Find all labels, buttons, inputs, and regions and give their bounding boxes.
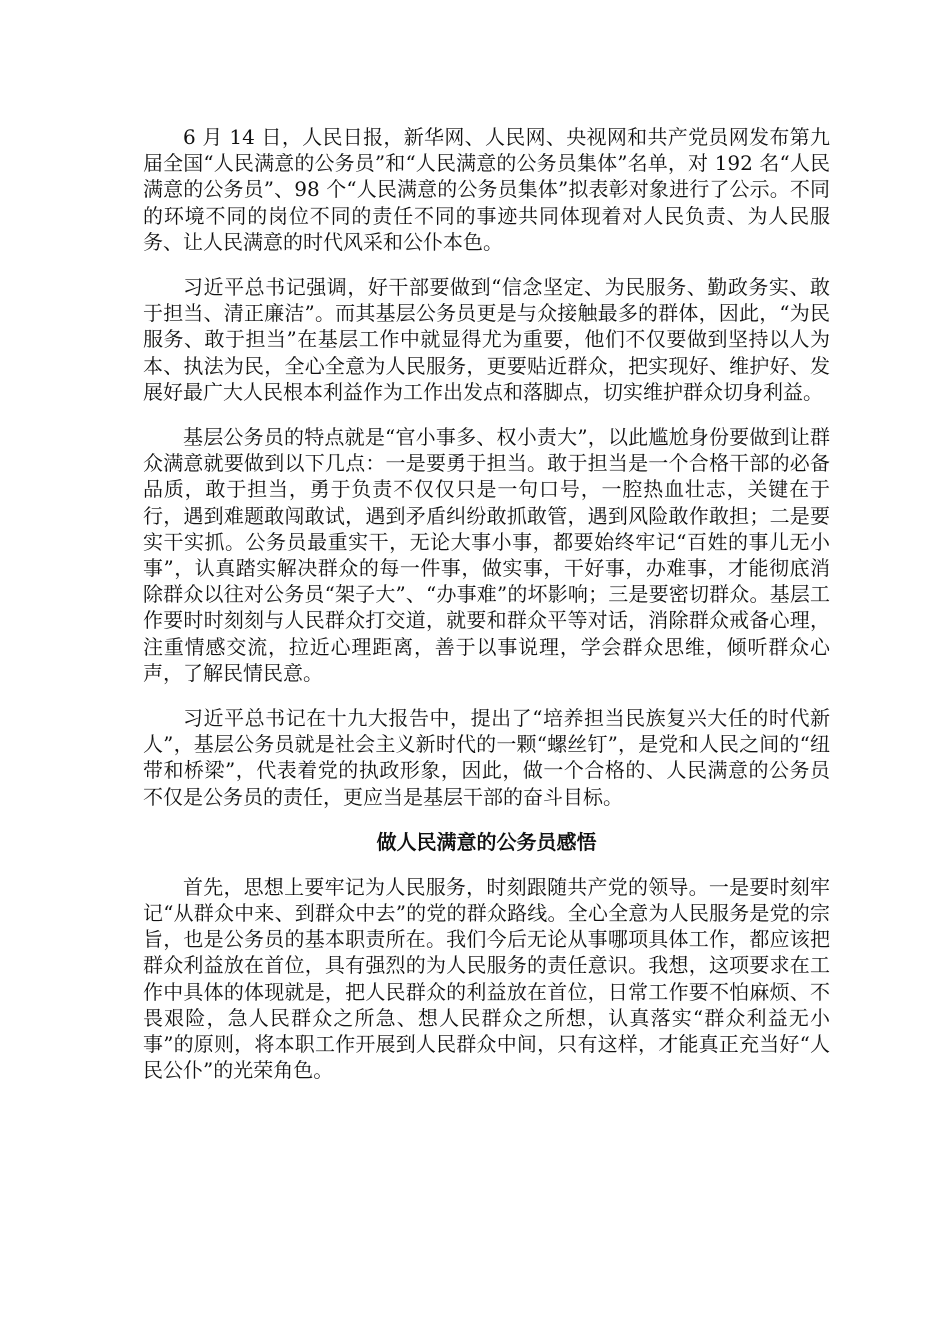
document-body (143, 124, 830, 1103)
paragraph-reflection-first: 首先，思想上要牢记为人民服务，时刻跟随共产党的领导。一是要时刻牢记“从群众中来、到群众中去”的党的群众路线。全心全意为人民服务是党的宗旨，也是公务员的基本职责所在。我们今后无论从事哪项具体工作，都应该把群众利益放在首位，具有强烈的为人民服务的责任意识。我想，这项要求在工作中具体的体现就是，把人民群众的利益放在首位，日常工作要不怕麻烦、不畏艰险，急人民群众之所急、想人民群众之所想，认真落实“群众利益无小事”的原则，将本职工作开展到人民群众中间，只有这样，才能真正充当好“人民公仆”的光荣角色。 (143, 874, 830, 1083)
section-heading: 做人民满意的公务员感悟 (376, 829, 597, 854)
paragraph-announcement: 6 月 14 日，人民日报，新华网、人民网、央视网和共产党员网发布第九届全国“人民满意的公务员”和“人民满意的公务员集体”名单，对 192 名“人民满意的公务员”、98 个“人民满意的公务员集体”拟表彰对象进行了公示。不同的环境不同的岗位不同的责任不同的事迹共同体现着对人民负责、为人民服务、让人民满意的时代风采和公仆本色。 (143, 125, 830, 254)
paragraph-nineteenth-congress: 习近平总书记在十九大报告中，提出了“培养担当民族复兴大任的时代新人”，基层公务员就是社会主义新时代的一颗“螺丝钉”，是党和人民之间的“纽带和桥梁”，代表着党的执政形象，因此，做一个合格的、人民满意的公务员不仅是公务员的责任，更应当是基层干部的奋斗目标。 (143, 706, 830, 809)
paragraph-xi-requirements: 习近平总书记强调，好干部要做到“信念坚定、为民服务、勤政务实、敢于担当、清正廉洁”。而其基层公务员更是与众接触最多的群体，因此，“为民服务、敢于担当”在基层工作中就显得尤为重要，他们不仅要做到坚持以人为本、执法为民，全心全意为人民服务，更要贴近群众，把实现好、维护好、发展好最广大人民根本利益作为工作出发点和落脚点，切实维护群众切身利益。 (143, 275, 830, 404)
paragraph-grassroots-points: 基层公务员的特点就是“官小事多、权小责大”，以此尴尬身份要做到让群众满意就要做到以下几点：一是要勇于担当。敢于担当是一个合格干部的必备品质，敢于担当，勇于负责不仅仅只是一句口号，一腔热血壮志，关键在于行，遇到难题敢闯敢试，遇到矛盾纠纷敢抓敢管，遇到风险敢作敢担；二是要实干实抓。公务员最重实干，无论大事小事，都要始终牢记“百姓的事儿无小事”，认真踏实解决群众的每一件事，做实事，干好事，办难事，才能彻底消除群众以往对公务员“架子大”、“办事难”的坏影响；三是要密切群众。基层工作要时时刻刻与人民群众打交道，就要和群众平等对话，消除群众戒备心理，注重情感交流，拉近心理距离，善于以事说理，学会群众思维，倾听群众心声，了解民情民意。 (143, 425, 830, 685)
